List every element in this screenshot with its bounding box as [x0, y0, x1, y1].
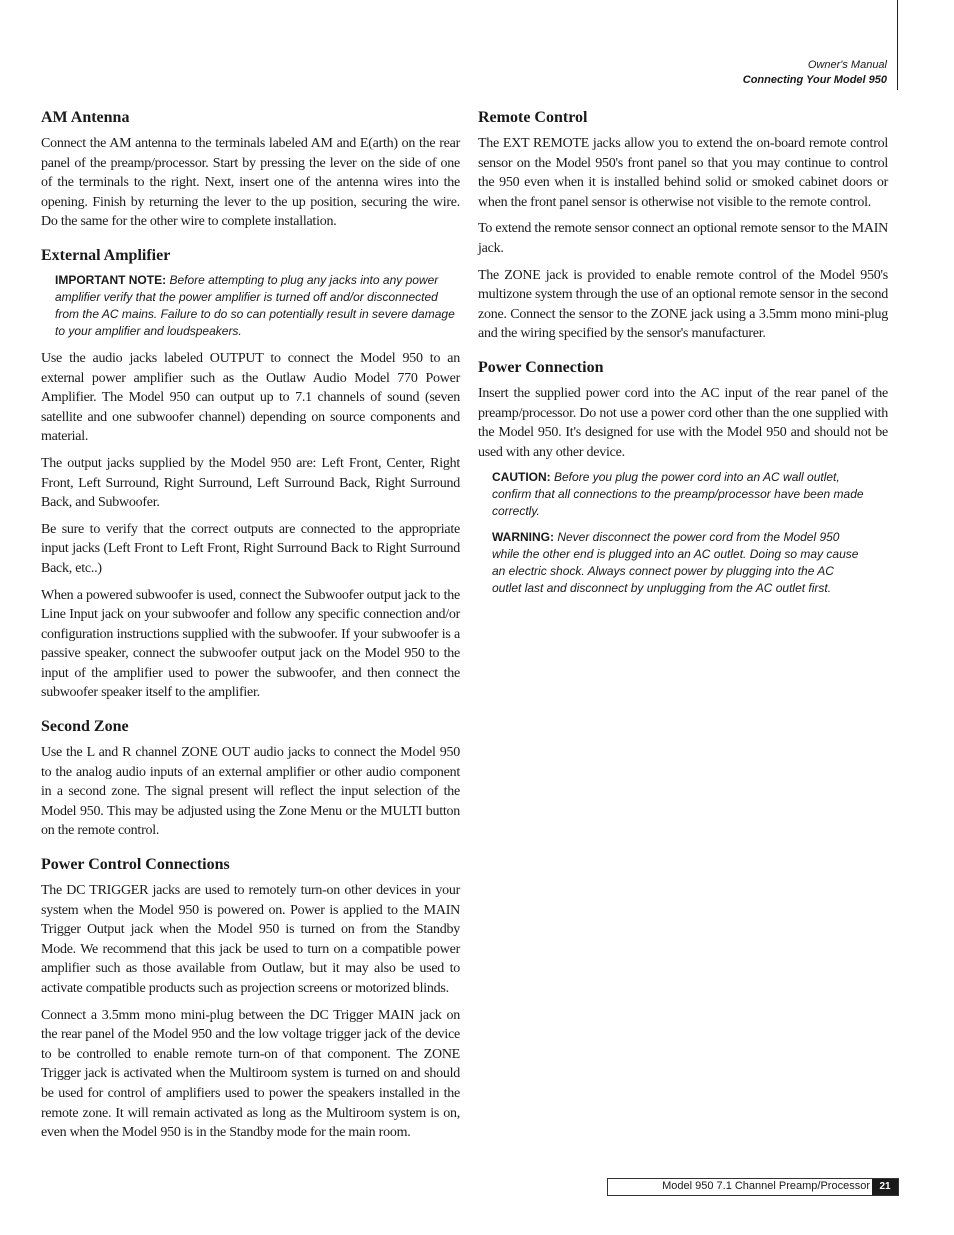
paragraph: Be sure to verify that the correct outputs are connected to the appropriate input jacks (Left Front to Left Front, Right Surround Back to Right Surround Back, etc..) — [41, 521, 460, 576]
footer-product-title: Model 950 7.1 Channel Preamp/Processor — [662, 1180, 870, 1192]
paragraph: Connect the AM antenna to the terminals labeled AM and E(arth) on the rear panel of the preamp/processor. Start by pressing the lever on the side of one of the terminals to the right. Next, insert one of the antenna wires into the opening. Finish by returning the lever to the up position, securing the wire. Do the same for the other wire to complete installation. — [41, 136, 460, 230]
right-column — [478, 108, 888, 611]
section-power-connection — [478, 358, 888, 597]
page-footer — [607, 1178, 899, 1196]
caution-label: CAUTION: — [492, 470, 551, 485]
paragraph: To extend the remote sensor connect an optional remote sensor to the MAIN jack. — [478, 221, 888, 256]
paragraph: Use the audio jacks labeled OUTPUT to connect the Model 950 to an external power amplifier such as the Outlaw Audio Model 770 Power Amplifier. The Model 950 can output up to 7.1 channels of sound (seven satellite and one subwoofer channel) depending on source components and material. — [41, 350, 460, 445]
warning-note — [492, 529, 864, 597]
paragraph: Use the L and R channel ZONE OUT audio jacks to connect the Model 950 to the analog audio inputs of an external amplifier or other audio component in a second zone. The signal present will reflect the input selection of the Model 950. This may be adjusted using the Zone Menu or the MULTI button on the remote control. — [41, 745, 460, 839]
note-text: Before attempting to plug any jacks into any power amplifier verify that the power amplifier is turned off and/or disconnected from the AC mains. Failure to do so can potentially result in severe damage to your amplifier and loudspeakers. — [55, 272, 455, 338]
section-heading: Power Connection — [478, 358, 604, 376]
section-am-antenna — [41, 108, 460, 232]
section-heading: External Amplifier — [41, 246, 171, 264]
caution-text: Before you plug the power cord into an AC wall outlet, confirm that all connections to the preamp/processor have been made correctly. — [492, 470, 864, 519]
paragraph: Insert the supplied power cord into the AC input of the rear panel of the preamp/processor. Do not use a power cord other than the one supplied with the Model 950. It's designed for use with the Model 950 and should not be used with any other device. — [478, 385, 888, 460]
caution-note — [492, 469, 864, 520]
section-remote-control — [478, 108, 888, 344]
warning-label: WARNING: — [492, 530, 554, 545]
section-external-amplifier — [41, 246, 460, 703]
section-heading: Second Zone — [41, 718, 129, 736]
paragraph: When a powered subwoofer is used, connect the Subwoofer output jack to the Line Input jack on your subwoofer and follow any specific connection and/or configuration instructions supplied with the subwoofer. If your subwoofer is a passive speaker, connect the subwoofer output jack on the Model 950 to the input of the amplifier used to power the subwoofer, and then connect the subwoofer speaker itself to the amplifier. — [41, 587, 460, 701]
section-heading: Remote Control — [478, 109, 588, 126]
margin-rule — [897, 0, 898, 90]
warning-text: Never disconnect the power cord from the Model 950 while the other end is plugged into an AC outlet. Doing so may cause an electric shock. Always connect power by plugging into the AC outlet last and disconnect by unplugging from the AC outlet first. — [492, 530, 859, 596]
section-heading: AM Antenna — [41, 109, 130, 126]
running-header — [743, 58, 887, 88]
section-second-zone — [41, 717, 460, 841]
paragraph: Connect a 3.5mm mono mini-plug between the DC Trigger MAIN jack on the rear panel of the Model 950 and the low voltage trigger jack of the device to be controlled to enable remote turn-on of that component. The ZONE Trigger jack is activated when the Multiroom system is turned on and should be used for control of amplifiers used to power the speakers installed in the remote zone. It will remain activated as long as the Multiroom system is on, even when the Model 950 is in the Standby mode for the main room. — [41, 1007, 460, 1141]
paragraph: The DC TRIGGER jacks are used to remotely turn-on other devices in your system when the Model 950 is powered on. Power is applied to the MAIN Trigger Output jack when the Model 950 is turned on from the Standby Mode. We recommend that this jack be used to turn on a compatible power amplifier such as those available from Outlaw, but it may also be used to activate compatible products such as projection screens or motorized blinds. — [41, 883, 460, 996]
header-manual-label: Owner's Manual — [807, 59, 887, 71]
page-number: 21 — [872, 1179, 898, 1195]
section-power-control-connections — [41, 855, 460, 1143]
note-label: IMPORTANT NOTE: — [55, 272, 167, 287]
important-note — [55, 272, 460, 340]
paragraph: The ZONE jack is provided to enable remote control of the Model 950's multizone system through the use of an optional remote sensor in the second zone. Connect the sensor to the ZONE jack using a 3.5mm mono mini-plug and the wiring specified by the sensor's manufacturer. — [478, 267, 888, 342]
paragraph: The EXT REMOTE jacks allow you to extend the on-board remote control sensor on the Model 950's front panel so that you may continue to control the 950 even when it is installed behind solid or smoked cabinet doors or when the front panel sensor is otherwise not visible to the remote control. — [478, 136, 888, 210]
section-heading: Power Control Connections — [41, 856, 230, 874]
paragraph: The output jacks supplied by the Model 950 are: Left Front, Center, Right Front, Left Surround, Right Surround, Left Surround Back, Right Surround Back, and Subwoofer. — [41, 455, 460, 511]
header-chapter-title: Connecting Your Model 950 — [742, 74, 887, 86]
left-column — [41, 108, 460, 1157]
